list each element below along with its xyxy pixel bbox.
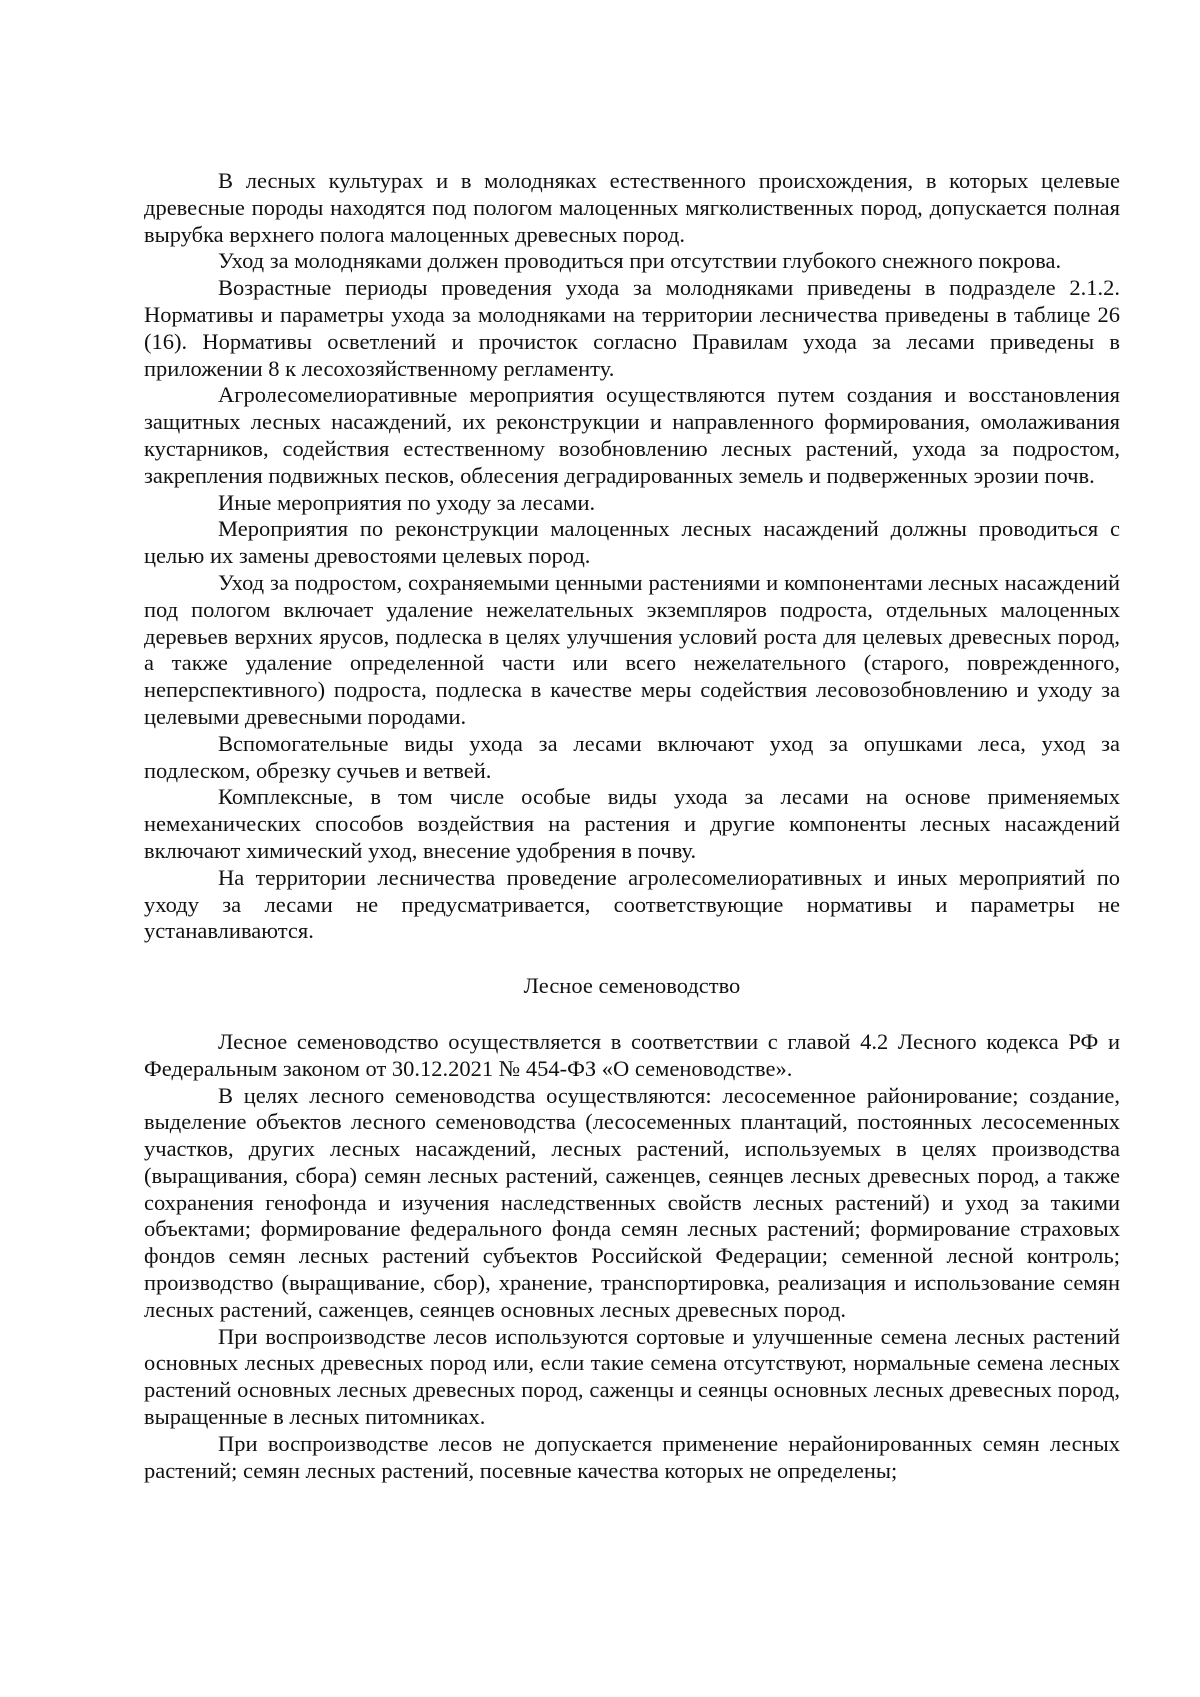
paragraph: Комплексные, в том числе особые виды ухода за лесами на основе применяемых немеханических способов воздействия на растения и другие компоненты лесных насаждений включают химический уход, внесение удобрения в почву. (144, 784, 1120, 863)
paragraph: На территории лесничества проведение агролесомелиоративных и иных мероприятий по уходу за лесами не предусматривается, соответствующие нормативы и параметры не устанавливаются. (144, 864, 1120, 944)
paragraph: Агролесомелиоративные мероприятия осуществляются путем создания и восстановления защитных лесных насаждений, их реконструкции и направленного формирования, омолаживания кустарников, содействия естественному возобновлению лесных растений, ухода за подростом, закрепления подвижных песков, облесения деградированных земель и подверженных эрозии почв. (144, 382, 1120, 488)
paragraph: Иные мероприятия по уходу за лесами. (218, 489, 596, 515)
paragraph: Уход за подростом, сохраняемыми ценными растениями и компонентами лесных насаждений под пологом включает удаление нежелательных экземпляров подроста, отдельных малоценных деревьев верхних ярусов, подлеска в целях улучшения условий роста для целевых древесных пород, а также удаление определенной части или всего нежелательного (старого, поврежденного, неперспективного) подроста, подлеска в качестве меры содействия лесовозобновлению и уходу за целевыми древесными породами. (144, 569, 1120, 729)
paragraph: Возрастные периоды проведения ухода за молодняками приведены в подразделе 2.1.2. Нормативы и параметры ухода за молодняками на территории лесничества приведены в таблице 26 (16). Нормативы осветлений и прочисток согласно Правилам ухода за лесами приведены в приложении 8 к лесохозяйственному регламенту. (144, 275, 1120, 381)
paragraph: В лесных культурах и в молодняках естественного происхождения, в которых целевые древесные породы находятся под пологом малоценных мягколиственных пород, допускается полная вырубка верхнего полога малоценных древесных пород. (144, 168, 1120, 247)
paragraph: Уход за молодняками должен проводиться при отсутствии глубокого снежного покрова. (218, 248, 1062, 274)
paragraph: Лесное семеноводство осуществляется в соответствии с главой 4.2 Лесного кодекса РФ и Федеральным законом от 30.12.2021 № 454-ФЗ «О семеноводстве». (144, 1028, 1120, 1081)
document-page (144, 168, 1120, 1484)
paragraph: Вспомогательные виды ухода за лесами включают уход за опушками леса, уход за подлеском, обрезку сучьев и ветвей. (144, 730, 1120, 783)
paragraph: При воспроизводстве лесов используются сортовые и улучшенные семена лесных растений основных лесных древесных пород или, если такие семена отсутствуют, нормальные семена лесных растений основных лесных древесных пород, саженцы и сеянцы основных лесных древесных пород, выращенные в лесных питомниках. (144, 1323, 1120, 1430)
section-heading: Лесное семеноводство (523, 973, 741, 999)
paragraph: Мероприятия по реконструкции малоценных лесных насаждений должны проводиться с целью их замены древостоями целевых пород. (144, 516, 1120, 569)
paragraph: В целях лесного семеноводства осуществляются: лесосеменное районирование; создание, выделение объектов лесного семеноводства (лесосеменных плантаций, постоянных лесосеменных участков, других лесных насаждений, лесных растений, используемых в целях производства (выращивания, сбора) семян лесных растений, саженцев, сеянцев лесных древесных пород, а также сохранения генофонда и изучения наследственных свойств лесных растений) и уход за такими объектами; формирование федерального фонда семян лесных растений; формирование страховых фондов семян лесных растений субъектов Российской Федерации; семенной лесной контроль; производство (выращивание, сбор), хранение, транспортировка, реализация и использование семян лесных растений, саженцев, сеянцев основных лесных древесных пород. (144, 1082, 1120, 1322)
paragraph: При воспроизводстве лесов не допускается применение нерайонированных семян лесных растений; семян лесных растений, посевные качества которых не определены; (144, 1430, 1120, 1483)
